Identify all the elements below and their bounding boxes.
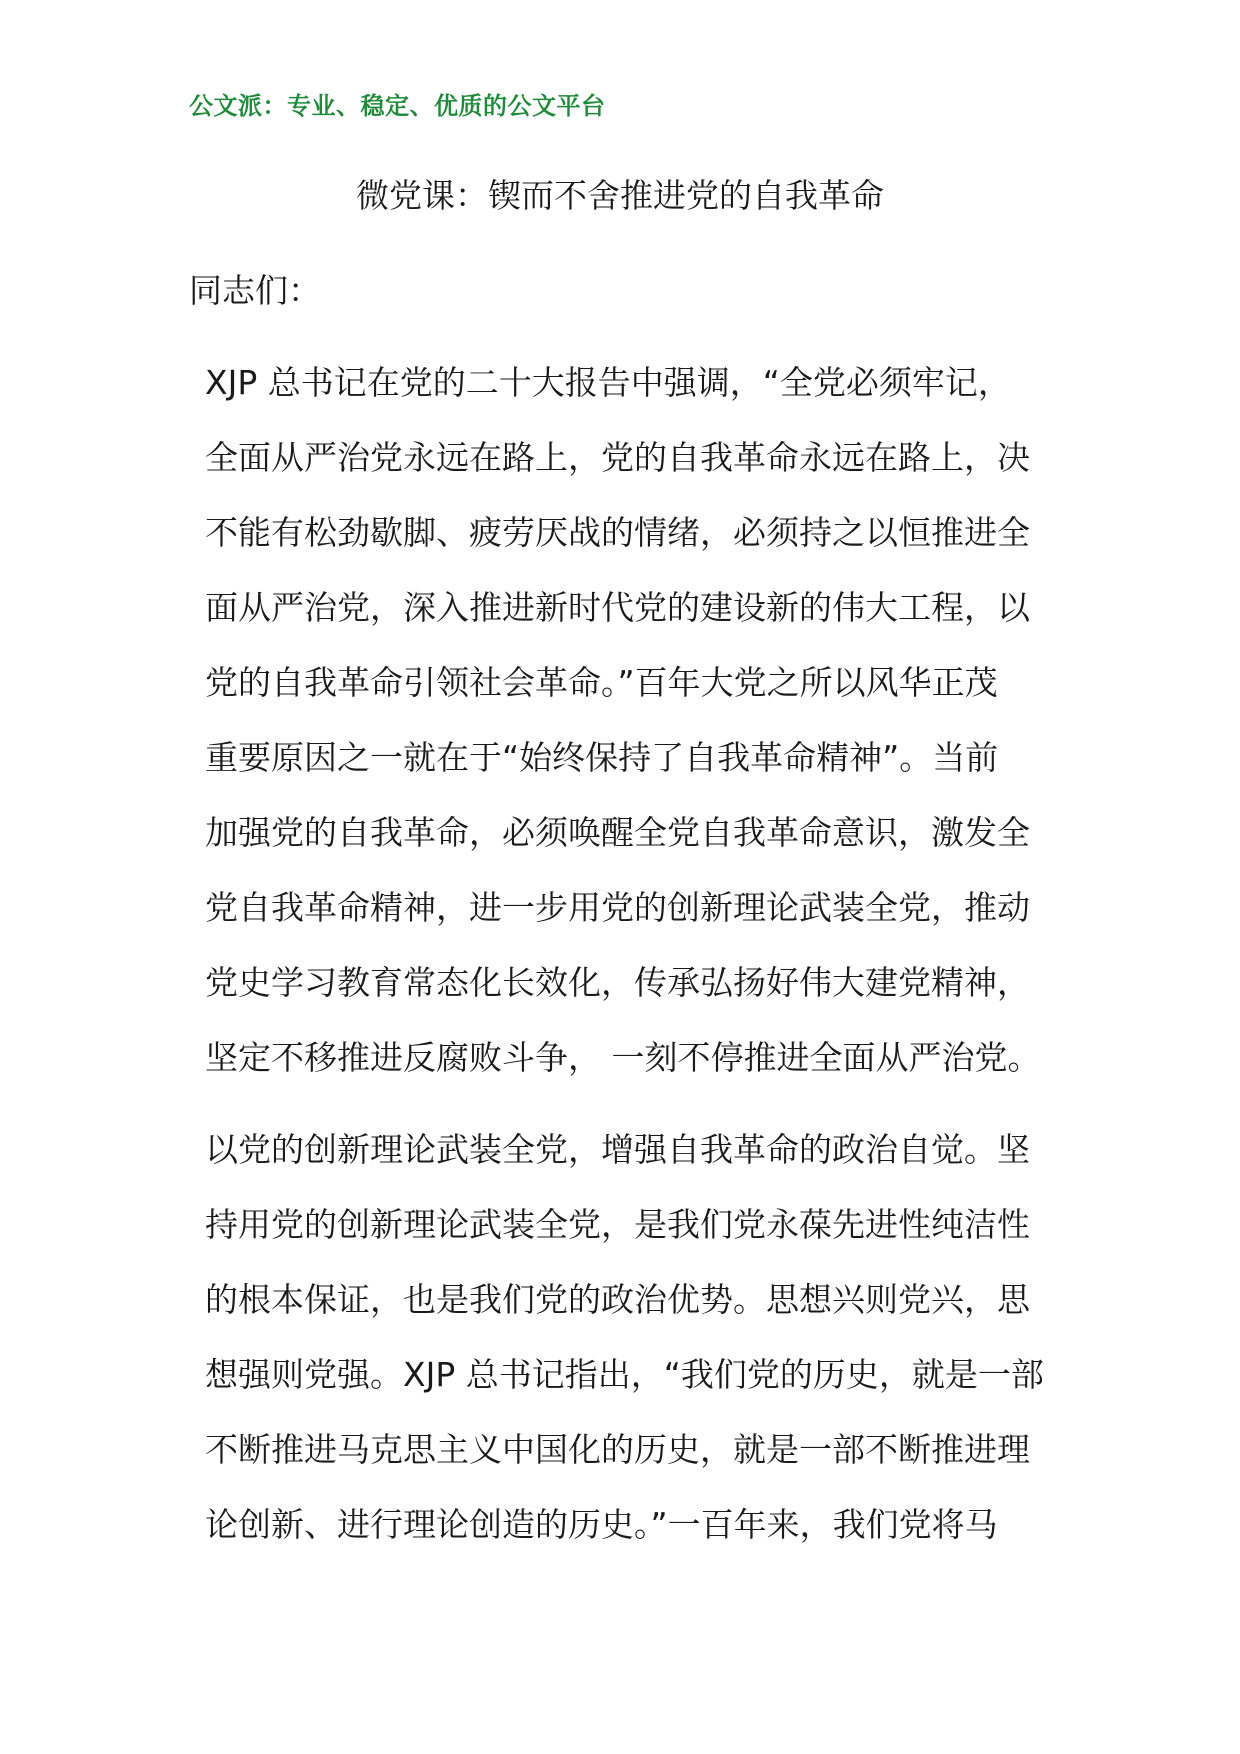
- paragraph-line: 的根本保证，也是我们党的政治优势。思想兴则党兴，思: [205, 1280, 1030, 1319]
- paragraph-2: [189, 1112, 1059, 1562]
- paragraph-line: 论创新、进行理论创造的历史。”一百年来，我们党将马: [205, 1505, 998, 1544]
- paragraph-line: XJP 总书记在党的二十大报告中强调，“全党必须牢记，: [205, 363, 1011, 402]
- paragraph-line: 党自我革命精神，进一步用党的创新理论武装全党，推动: [205, 888, 1030, 927]
- document-title: 微党课：锲而不舍推进党的自我革命: [356, 176, 884, 215]
- paragraph-line: 重要原因之一就在于“始终保持了自我革命精神”。当前: [205, 738, 999, 777]
- header-brand: 公文派：专业、稳定、优质的公文平台: [189, 92, 606, 120]
- paragraph-line: 坚定不移推进反腐败斗争， 一刻不停推进全面从严治党。: [205, 1038, 1041, 1077]
- paragraph-line: 面从严治党，深入推进新时代党的建设新的伟大工程，以: [205, 588, 1030, 627]
- paragraph-line: 想强则党强。XJP 总书记指出，“我们党的历史，就是一部: [205, 1355, 1044, 1394]
- paragraph-line: 全面从严治党永远在路上，党的自我革命永远在路上，决: [205, 438, 1030, 477]
- salutation: 同志们：: [189, 271, 321, 310]
- paragraph-line: 不能有松劲歇脚、疲劳厌战的情绪，必须持之以恒推进全: [205, 513, 1030, 552]
- paragraph-line: 党史学习教育常态化长效化，传承弘扬好伟大建党精神，: [205, 963, 1030, 1002]
- paragraph-line: 党的自我革命引领社会革命。”百年大党之所以风华正茂: [205, 663, 998, 702]
- paragraph-line: 持用党的创新理论武装全党，是我们党永葆先进性纯洁性: [205, 1205, 1030, 1244]
- paragraph-line: 以党的创新理论武装全党，增强自我革命的政治自觉。坚: [205, 1130, 1030, 1169]
- paragraph-line: 不断推进马克思主义中国化的历史，就是一部不断推进理: [205, 1430, 1030, 1469]
- paragraph-1: [189, 345, 1059, 1095]
- paragraph-line: 加强党的自我革命，必须唤醒全党自我革命意识，激发全: [205, 813, 1030, 852]
